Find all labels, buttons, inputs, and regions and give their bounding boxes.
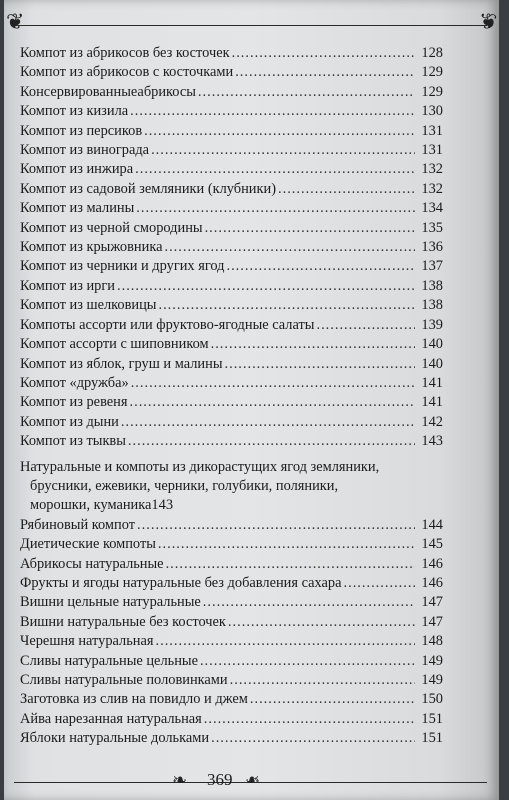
toc-entry-title: Рябиновый компот	[20, 516, 136, 533]
toc-entry-title: Компот из кизила	[20, 103, 129, 120]
toc-entry-page: 144	[421, 516, 443, 533]
toc-entry-title: Компот из шелковицы	[20, 297, 157, 314]
leader-dots	[203, 593, 415, 612]
toc-entry-title: Компот из дыни	[20, 413, 119, 430]
toc-entry-title: Компот ассорти с шиповником	[20, 336, 209, 353]
toc-entry-title: Компот из абрикосов с косточками	[20, 64, 234, 81]
toc-entry	[20, 671, 443, 690]
toc-entry	[20, 219, 443, 238]
toc-entry-page: 147	[421, 594, 443, 611]
toc-entry	[20, 516, 443, 535]
toc-entry-page: 149	[421, 652, 443, 669]
leader-dots	[225, 355, 416, 374]
toc-entry-title: Яблоки натуральные дольками	[20, 730, 210, 747]
toc-entry	[20, 44, 443, 63]
toc-entry	[20, 355, 443, 374]
toc-entry-title: Компот из черники и других ягод	[20, 258, 225, 275]
toc-entry	[20, 63, 443, 82]
leader-dots	[130, 102, 415, 121]
toc-entry-page: 139	[421, 316, 443, 333]
toc-entry-page: 151	[421, 730, 443, 747]
toc-entry-title: Заготовка из слив на повидло и джем	[20, 691, 248, 708]
toc-entry-page: 136	[421, 239, 443, 256]
toc-entry	[20, 296, 443, 315]
toc-entry-page: 129	[421, 83, 443, 100]
leader-dots	[131, 374, 415, 393]
toc-entry	[20, 102, 443, 121]
flourish-ornament-icon: ❧	[245, 770, 261, 791]
leader-dots	[235, 63, 415, 82]
toc-entry-page: 150	[421, 691, 443, 708]
leader-dots	[211, 729, 415, 748]
toc-entry	[20, 652, 443, 671]
toc-entry	[20, 180, 443, 199]
toc-entry	[20, 141, 443, 160]
toc-entry-title: Компот из малины	[20, 200, 135, 217]
toc-entry-page: 140	[421, 336, 443, 353]
leader-dots	[137, 516, 415, 535]
toc-entry-title: Фрукты и ягоды натуральные без добавления сахара	[20, 574, 342, 591]
toc-entry	[20, 257, 443, 276]
toc-entry-title: Компот из персиков	[20, 122, 143, 139]
toc-entry-title: Вишни натуральные без косточек	[20, 613, 226, 630]
leader-dots	[130, 393, 416, 412]
toc-entry-title: Сливы натуральные половинками	[20, 672, 228, 688]
toc-entry-title: Компот из тыквы	[20, 433, 126, 450]
toc-entry-page: 137	[421, 258, 443, 275]
toc-entry-title-line: брусники, ежевики, черники, голубики, поляники,	[30, 477, 339, 494]
toc-entry-page: 143	[421, 433, 443, 450]
toc-entry-title: Компот из крыжовника	[20, 239, 163, 256]
toc-entry-page: 130	[421, 103, 443, 120]
toc-entry	[20, 613, 443, 632]
toc-entry-title: Вишни цельные натуральные	[20, 594, 201, 611]
toc-entry-page: 143	[151, 497, 174, 514]
toc-entry	[20, 160, 443, 179]
toc-entry-title: Айва нарезанная натуральная	[20, 710, 202, 727]
toc-entry-title-line: морошки, куманика	[30, 497, 152, 514]
toc-entry	[20, 316, 443, 335]
toc-entry	[20, 432, 443, 451]
toc-entry	[20, 393, 443, 412]
toc-entry-page: 132	[421, 161, 443, 178]
toc-entry	[20, 535, 443, 554]
leader-dots	[121, 413, 415, 432]
toc-entry-page: 146	[421, 574, 443, 591]
toc-entry-title: Компот из яблок, груш и малины	[20, 355, 223, 372]
leader-dots	[158, 535, 415, 554]
leader-dots	[204, 710, 415, 729]
toc-entry-page: 149	[421, 672, 443, 688]
toc-entry	[20, 690, 443, 709]
toc-entry-title: Компот из инжира	[20, 161, 134, 178]
toc-entry-title-line: Натуральные и компоты из дикорастущих ягод земляники,	[20, 458, 380, 475]
leader-dots	[136, 199, 415, 218]
page-number: 369	[207, 770, 233, 789]
leader-dots	[128, 432, 415, 451]
toc-entry-page: 138	[421, 297, 443, 314]
toc-entry-title: Черешня натуральная	[20, 633, 154, 650]
flourish-ornament-icon: ❦	[478, 10, 497, 35]
toc-entry-title: Абрикосы натуральные	[20, 555, 164, 572]
toc-entry	[20, 374, 443, 393]
toc-entry-multiline	[20, 458, 443, 516]
toc-entry-title: Компот из ирги	[20, 277, 115, 294]
toc-entry-page: 146	[421, 555, 443, 572]
toc-entry-title: Компот «дружба»	[20, 374, 129, 391]
toc-entry-page: 140	[421, 355, 443, 372]
toc-entry-page: 135	[421, 219, 443, 236]
toc-entry	[20, 335, 443, 354]
toc-entry-page: 131	[421, 122, 443, 139]
toc-entry-page: 151	[421, 710, 443, 727]
toc-entry-page: 132	[421, 180, 443, 197]
toc-entry	[20, 710, 443, 729]
toc-entry-title-line-last	[20, 496, 443, 515]
leader-dots	[228, 613, 415, 632]
leader-dots	[316, 316, 415, 335]
leader-dots	[117, 277, 415, 296]
toc-entry-page: 128	[421, 45, 443, 61]
table-of-contents	[20, 44, 443, 749]
leader-dots	[205, 219, 415, 238]
leader-dots	[226, 257, 415, 276]
leader-dots	[135, 160, 415, 179]
toc-entry-page: 145	[421, 536, 443, 553]
toc-entry	[20, 277, 443, 296]
toc-entry-title: Консервированныеабрикосы	[20, 83, 196, 100]
leader-dots	[156, 632, 416, 651]
toc-entry	[20, 413, 443, 432]
toc-entry	[20, 729, 443, 748]
leader-dots	[151, 141, 415, 160]
toc-entry-title: Компот из абрикосов без косточек	[20, 45, 230, 61]
top-border-rule	[14, 25, 487, 26]
leader-dots	[232, 44, 415, 63]
flourish-ornament-icon: ❧	[172, 770, 188, 791]
toc-entry	[20, 632, 443, 651]
leader-dots	[200, 652, 415, 671]
leader-dots	[278, 180, 415, 199]
leader-dots	[158, 296, 415, 315]
toc-entry-title: Компот из ревеня	[20, 394, 128, 411]
leader-dots	[144, 122, 415, 141]
toc-entry-page: 147	[421, 613, 443, 630]
toc-entry-title: Компот из садовой земляники (клубники)	[20, 180, 276, 197]
flourish-ornament-icon: ❦	[6, 10, 25, 35]
toc-entry-page: 142	[421, 413, 443, 430]
leader-dots	[198, 83, 415, 102]
leader-dots	[250, 690, 415, 709]
toc-entry	[20, 83, 443, 102]
toc-entry-page: 141	[421, 394, 443, 411]
toc-entry-page: 141	[421, 374, 443, 391]
leader-dots	[166, 555, 415, 574]
toc-entry-page: 148	[421, 633, 443, 650]
toc-entry	[20, 122, 443, 141]
toc-entry-page: 134	[421, 200, 443, 217]
toc-entry	[20, 574, 443, 593]
toc-entry	[20, 593, 443, 612]
leader-dots	[344, 574, 416, 593]
toc-entry	[20, 555, 443, 574]
book-page	[4, 0, 499, 800]
toc-entry-title: Сливы натуральные цельные	[20, 652, 198, 669]
toc-entry-title: Компот из черной смородины	[20, 219, 203, 236]
toc-entry	[20, 238, 443, 257]
toc-entry-page: 138	[421, 277, 443, 294]
toc-entry-title: Компот из винограда	[20, 142, 150, 159]
toc-entry-title: Компоты ассорти или фруктово-ягодные салаты	[20, 316, 315, 333]
toc-entry	[20, 199, 443, 218]
leader-dots	[164, 238, 415, 257]
toc-entry-title: Диетические компоты	[20, 536, 156, 553]
leader-dots	[230, 671, 415, 690]
toc-entry-page: 129	[421, 64, 443, 81]
leader-dots	[211, 335, 415, 354]
toc-entry-page: 131	[421, 142, 443, 159]
